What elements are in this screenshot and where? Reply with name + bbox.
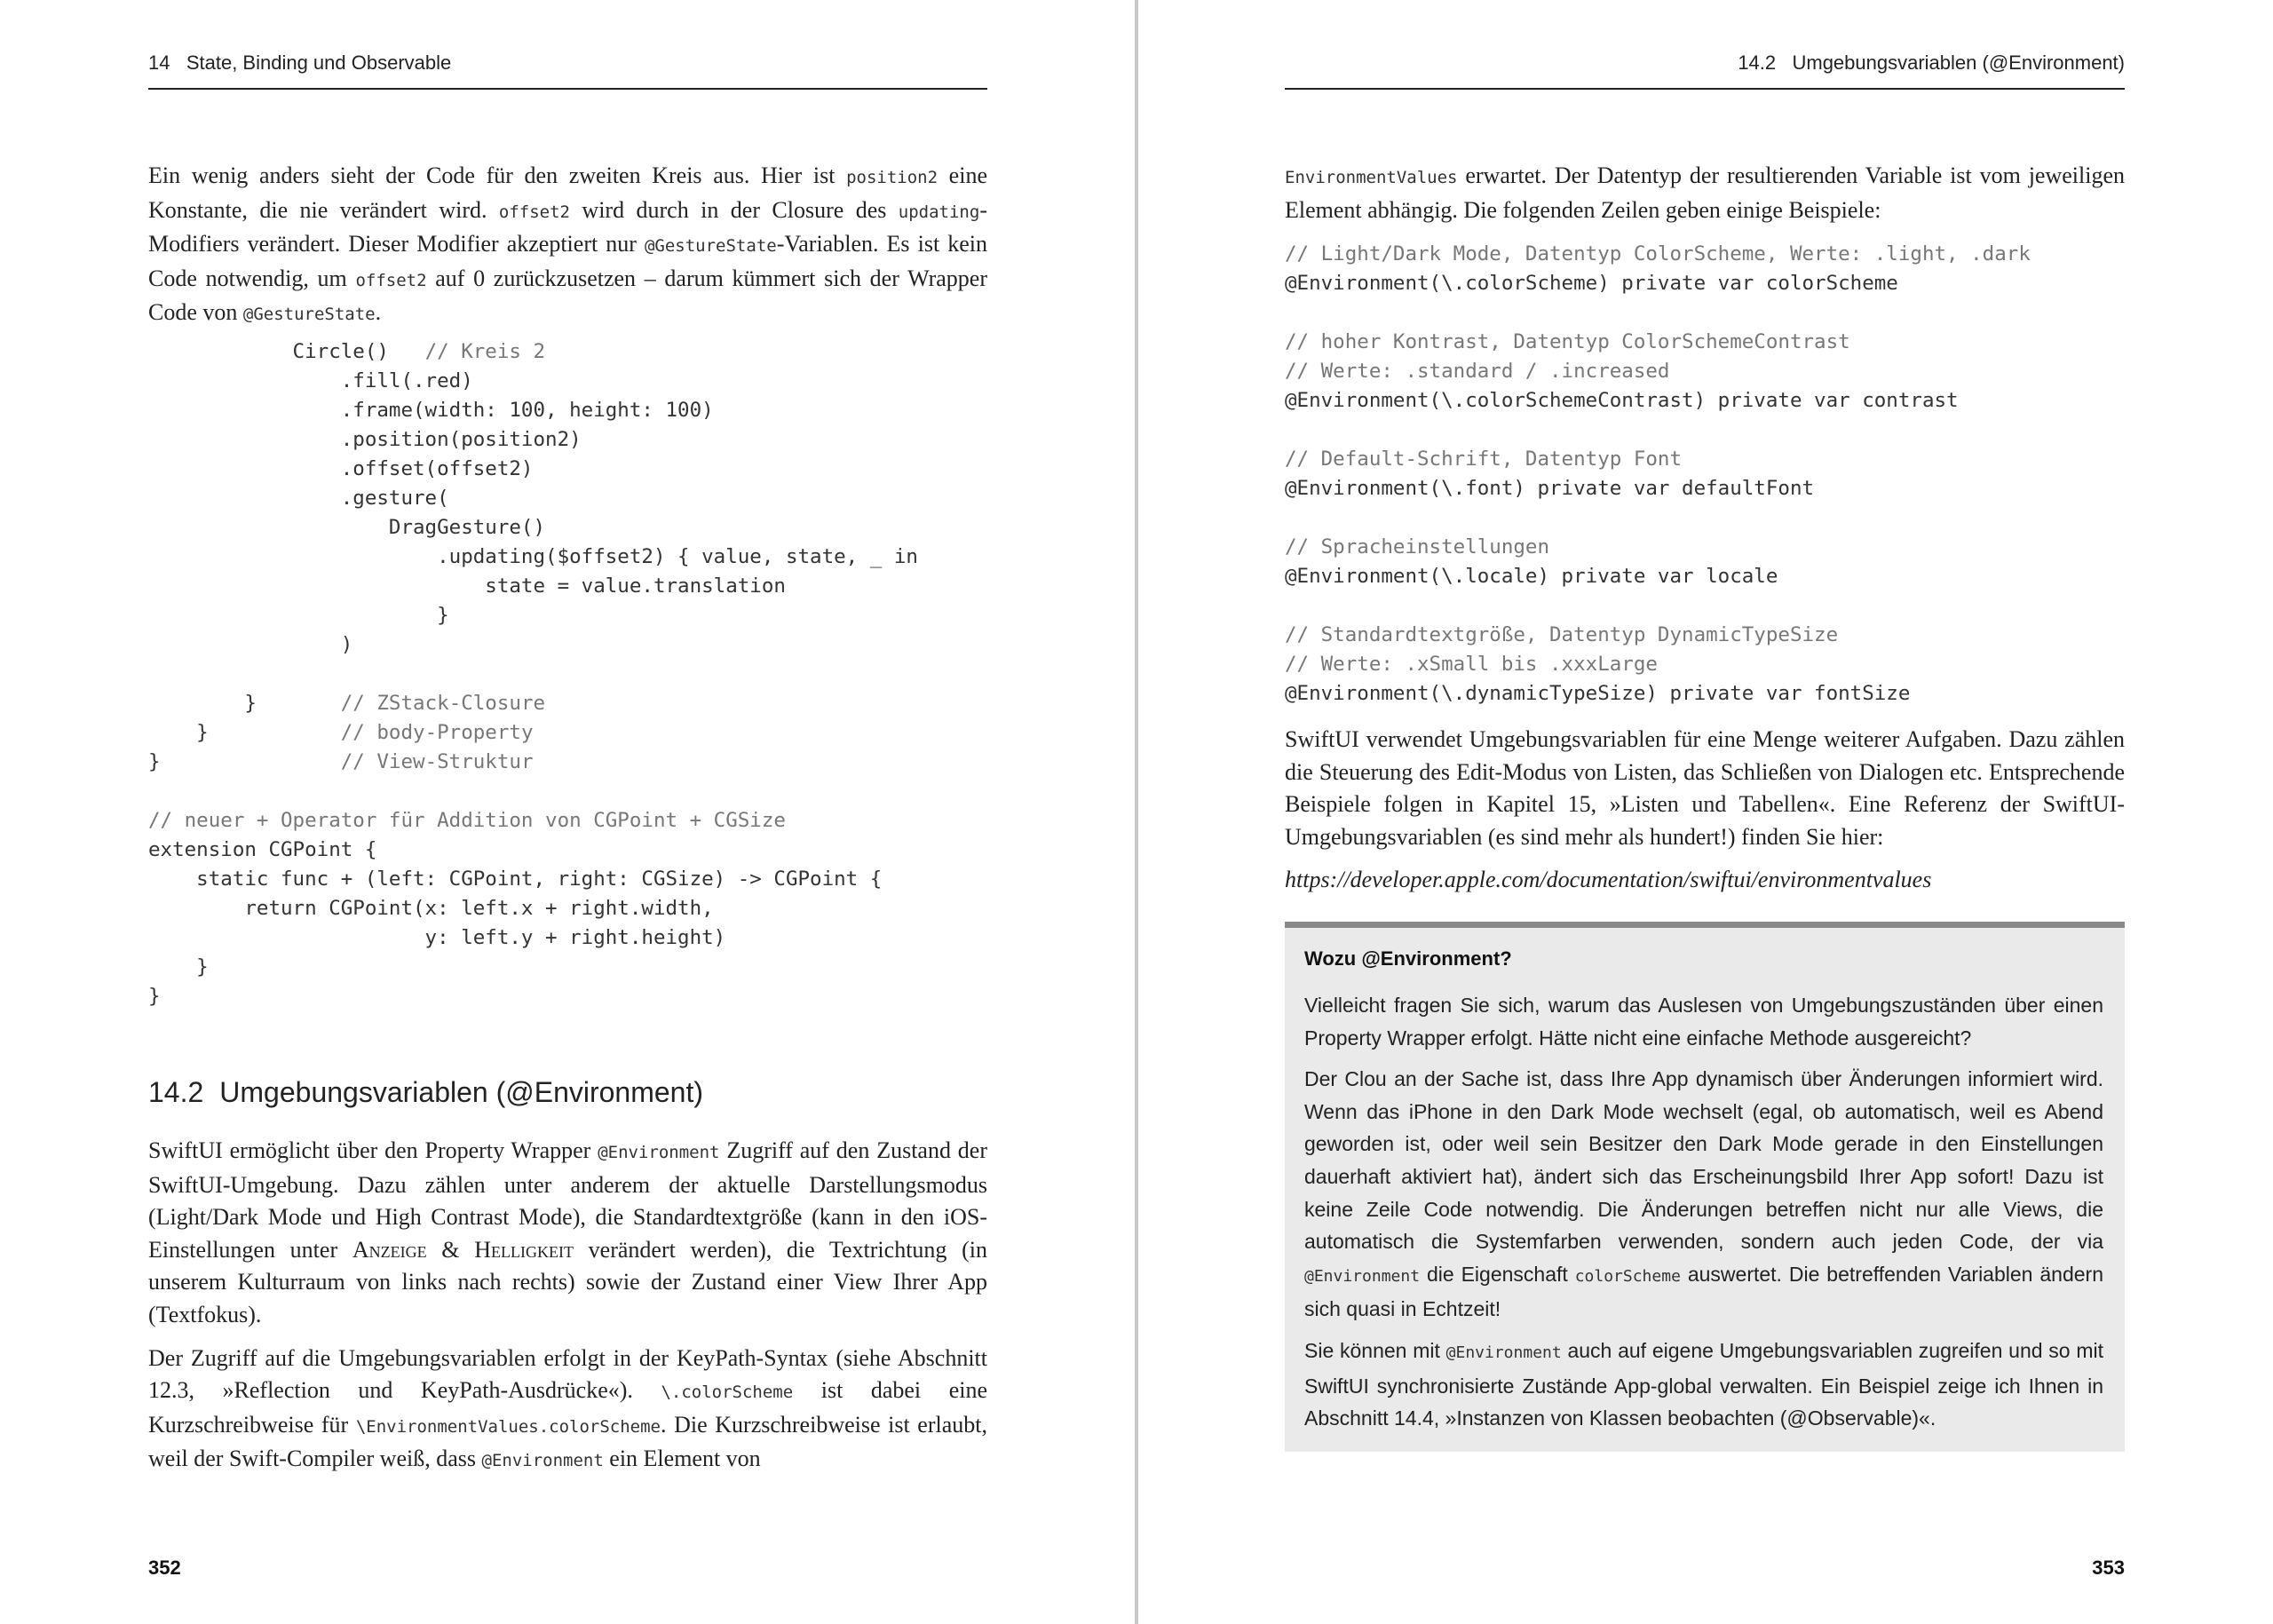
- code-line: [148, 399, 714, 422]
- code-text: @Environment(\.dynamicTypeSize) private var fontSize: [1285, 682, 1911, 705]
- code-text: .offset(offset2): [148, 457, 534, 480]
- code-text: }: [148, 721, 341, 744]
- header-rule: [1285, 88, 2125, 90]
- code-line: [1285, 448, 1682, 471]
- code-line: [1285, 330, 1850, 353]
- code-line: [1285, 389, 1959, 412]
- code-line: [1285, 623, 1838, 646]
- code-line: [148, 985, 161, 1008]
- running-header-right: [1738, 51, 2125, 75]
- note-title: Wozu @Environment?: [1304, 947, 1512, 970]
- code-text: static func + (left: CGPoint, right: CGSize) -> CGPoint {: [148, 867, 883, 891]
- code-line: [1285, 565, 1778, 588]
- code-text: y: left.y + right.height): [148, 926, 726, 949]
- paragraph-environment-intro: SwiftUI ermöglicht über den Property Wrapper @Environment Zugriff auf den Zustand der SwiftUI-Umgebung. Dazu zählen unter anderem der aktuelle Darstellungsmodus (Light/Dark Mode und High Contrast Mode), die Standardtextgröße (kann in den iOS-Einstellungen unter Anzeige & Helligkeit verändert werden), die Textrichtung (in unserem Kulturraum von links nach rechts) sowie der Zustand einer View Ihrer App (Textfokus).: [148, 1137, 988, 1327]
- code-line: [148, 692, 545, 715]
- code-line: [148, 897, 714, 920]
- code-line: [1285, 272, 1898, 295]
- code-line: [148, 487, 449, 510]
- code-comment: // Default-Schrift, Datentyp Font: [1285, 448, 1683, 471]
- code-comment: // Spracheinstellungen: [1285, 535, 1550, 558]
- code-listing-circle-gesture: [148, 337, 918, 1011]
- code-text: }: [148, 604, 449, 627]
- code-line: [148, 633, 352, 656]
- code-line: [1285, 682, 1910, 705]
- chapter-title: State, Binding und Observable: [186, 51, 452, 74]
- code-text: .position(position2): [148, 428, 582, 451]
- code-listing-environment-examples: [1285, 240, 2031, 709]
- code-line: [148, 574, 786, 598]
- code-line: [148, 809, 786, 832]
- code-text: }: [148, 955, 209, 978]
- code-text: }: [148, 985, 161, 1008]
- code-line: [1285, 360, 1669, 383]
- environment-paragraphs: [148, 1135, 987, 1477]
- code-comment: // View-Struktur: [340, 750, 534, 773]
- code-text: }: [148, 750, 341, 773]
- right-page: [1138, 0, 2273, 1624]
- code-comment: // ZStack-Closure: [340, 692, 546, 715]
- code-line: [148, 369, 473, 392]
- code-text: Circle(): [148, 340, 425, 363]
- code-text: @Environment(\.colorScheme) private var colorScheme: [1285, 272, 1898, 295]
- code-comment: // body-Property: [340, 721, 534, 744]
- code-comment: // Kreis 2: [424, 340, 546, 363]
- code-text: }: [148, 692, 341, 715]
- code-line: [148, 955, 209, 978]
- code-text: @Environment(\.font) private var defaultFont: [1285, 477, 1815, 500]
- code-line: [148, 604, 449, 627]
- reference-url: https://developer.apple.com/documentation/swiftui/environmentvalues: [1285, 867, 1932, 892]
- code-text: .fill(.red): [148, 369, 473, 392]
- code-comment: // Werte: .xSmall bis .xxxLarge: [1285, 653, 1658, 676]
- paragraph-more-uses: SwiftUI verwendet Umgebungsvariablen für eine Menge weiterer Aufgaben. Dazu zählen die Steuerung des Edit-Modus von Listen, das Schließen von Dialogen etc. Entsprechende Beispiele folgen in Kapitel 15, »Listen und Tabellen«. Eine Referenz der SwiftUI-Umgebungsvariablen (es sind mehr als hundert!) finden Sie hier:: [1285, 726, 2125, 850]
- code-line: [148, 340, 545, 363]
- paragraph-keypath: Der Zugriff auf die Umgebungsvariablen erfolgt in der KeyPath-Syntax (siehe Abschnitt 12.3, »Reflection und KeyPath-Ausdrücke«). \.colorScheme ist dabei eine Kurzschreibweise für \EnvironmentValues.colorScheme. Die Kurzschreibweise ist erlaubt, weil der Swift-Compiler weiß, dass @Environment ein Element von: [148, 1344, 987, 1472]
- code-text: .gesture(: [148, 487, 449, 510]
- note-paragraph: Vielleicht fragen Sie sich, warum das Auslesen von Umgebungszuständen über einen Property Wrapper erfolgt. Hätte nicht eine einfache Methode ausgereicht?: [1304, 994, 2103, 1050]
- header-rule: [148, 88, 987, 90]
- intro-paragraph: Ein wenig anders sieht der Code für den zweiten Kreis aus. Hier ist position2 eine Konstante, die nie verändert wird. offset2 wird durch in der Closure des updating-Modifiers verändert. Dieser Modifier akzeptiert nur @GestureState-Variablen. Es ist kein Code notwendig, um offset2 auf 0 zurückzusetzen – darum kümmert sich der Wrapper Code von @GestureState.: [148, 162, 987, 326]
- code-line: [1285, 242, 2031, 265]
- page-number-right: 353: [2092, 1557, 2125, 1579]
- note-box: [1285, 922, 2125, 1452]
- code-line: [1285, 477, 1814, 500]
- code-line: [148, 545, 918, 568]
- header-section-title: Umgebungsvariablen (@Environment): [1792, 51, 2125, 74]
- code-text: .updating($offset2) { value, state, _ in: [148, 545, 918, 568]
- code-line: [148, 838, 376, 861]
- code-line: [1285, 653, 1658, 676]
- code-line: [148, 867, 882, 891]
- code-text: ): [148, 633, 353, 656]
- code-text: state = value.translation: [148, 574, 786, 598]
- code-line: [148, 457, 533, 480]
- page-number-left: 352: [148, 1557, 181, 1579]
- continuation-paragraph: EnvironmentValues erwartet. Der Datentyp der resultierenden Variable ist vom jeweiligen Element abhängig. Die folgenden Zeilen geben einige Beispiele:: [1285, 162, 2125, 223]
- code-comment: // hoher Kontrast, Datentyp ColorSchemeContrast: [1285, 330, 1850, 353]
- code-text: return CGPoint(x: left.x + right.width,: [148, 897, 714, 920]
- note-paragraph: Der Clou an der Sache ist, dass Ihre App dynamisch über Änderungen informiert wird. Wenn das iPhone in den Dark Mode wechselt (egal, ob automatisch, weil es Abend geworden ist, oder weil sein Besitzer den Dark Mode gerade in den Einstellungen dauerhaft aktiviert hat), ändert sich das Erscheinungsbild Ihrer App sofort! Dazu ist keine Zeile Code notwendig. Die Änderungen betreffen nicht nur alle Views, die automatisch die Systemfarben verwenden, sondern auch jeden Code, der via @Environment die Eigenschaft colorScheme auswertet. Die betreffenden Variablen ändern sich quasi in Echtzeit!: [1304, 1067, 2103, 1321]
- code-comment: // Werte: .standard / .increased: [1285, 360, 1670, 383]
- section-heading: [148, 1076, 703, 1109]
- code-text: extension CGPoint {: [148, 838, 377, 861]
- section-title: Umgebungsvariablen (@Environment): [219, 1076, 704, 1108]
- running-header-left: [148, 51, 451, 75]
- code-text: DragGesture(): [148, 516, 546, 539]
- code-line: [148, 750, 534, 773]
- code-text: .frame(width: 100, height: 100): [148, 399, 714, 422]
- code-comment: // Light/Dark Mode, Datentyp ColorScheme, Werte: .light, .dark: [1285, 242, 2031, 265]
- header-section-number: 14.2: [1738, 51, 1777, 74]
- section-number: 14.2: [148, 1076, 204, 1108]
- code-line: [148, 516, 545, 539]
- code-comment: // Standardtextgröße, Datentyp DynamicTypeSize: [1285, 623, 1839, 646]
- note-paragraph: Sie können mit @Environment auch auf eigene Umgebungsvariablen zugreifen und so mit SwiftUI synchronisierte Zustände App-global verwalten. Ein Beispiel zeige ich Ihnen in Abschnitt 14.4, »Instanzen von Klassen beobachten (@Observable)«.: [1304, 1338, 2104, 1430]
- note-body: [1304, 989, 2103, 1435]
- left-page: [0, 0, 1135, 1624]
- code-text: @Environment(\.colorSchemeContrast) private var contrast: [1285, 389, 1959, 412]
- code-text: @Environment(\.locale) private var locale: [1285, 565, 1778, 588]
- code-line: [148, 926, 725, 949]
- code-line: [1285, 535, 1549, 558]
- code-line: [148, 721, 534, 744]
- chapter-number: 14: [148, 51, 170, 74]
- code-comment: // neuer + Operator für Addition von CGPoint + CGSize: [148, 809, 786, 832]
- code-line: [148, 428, 582, 451]
